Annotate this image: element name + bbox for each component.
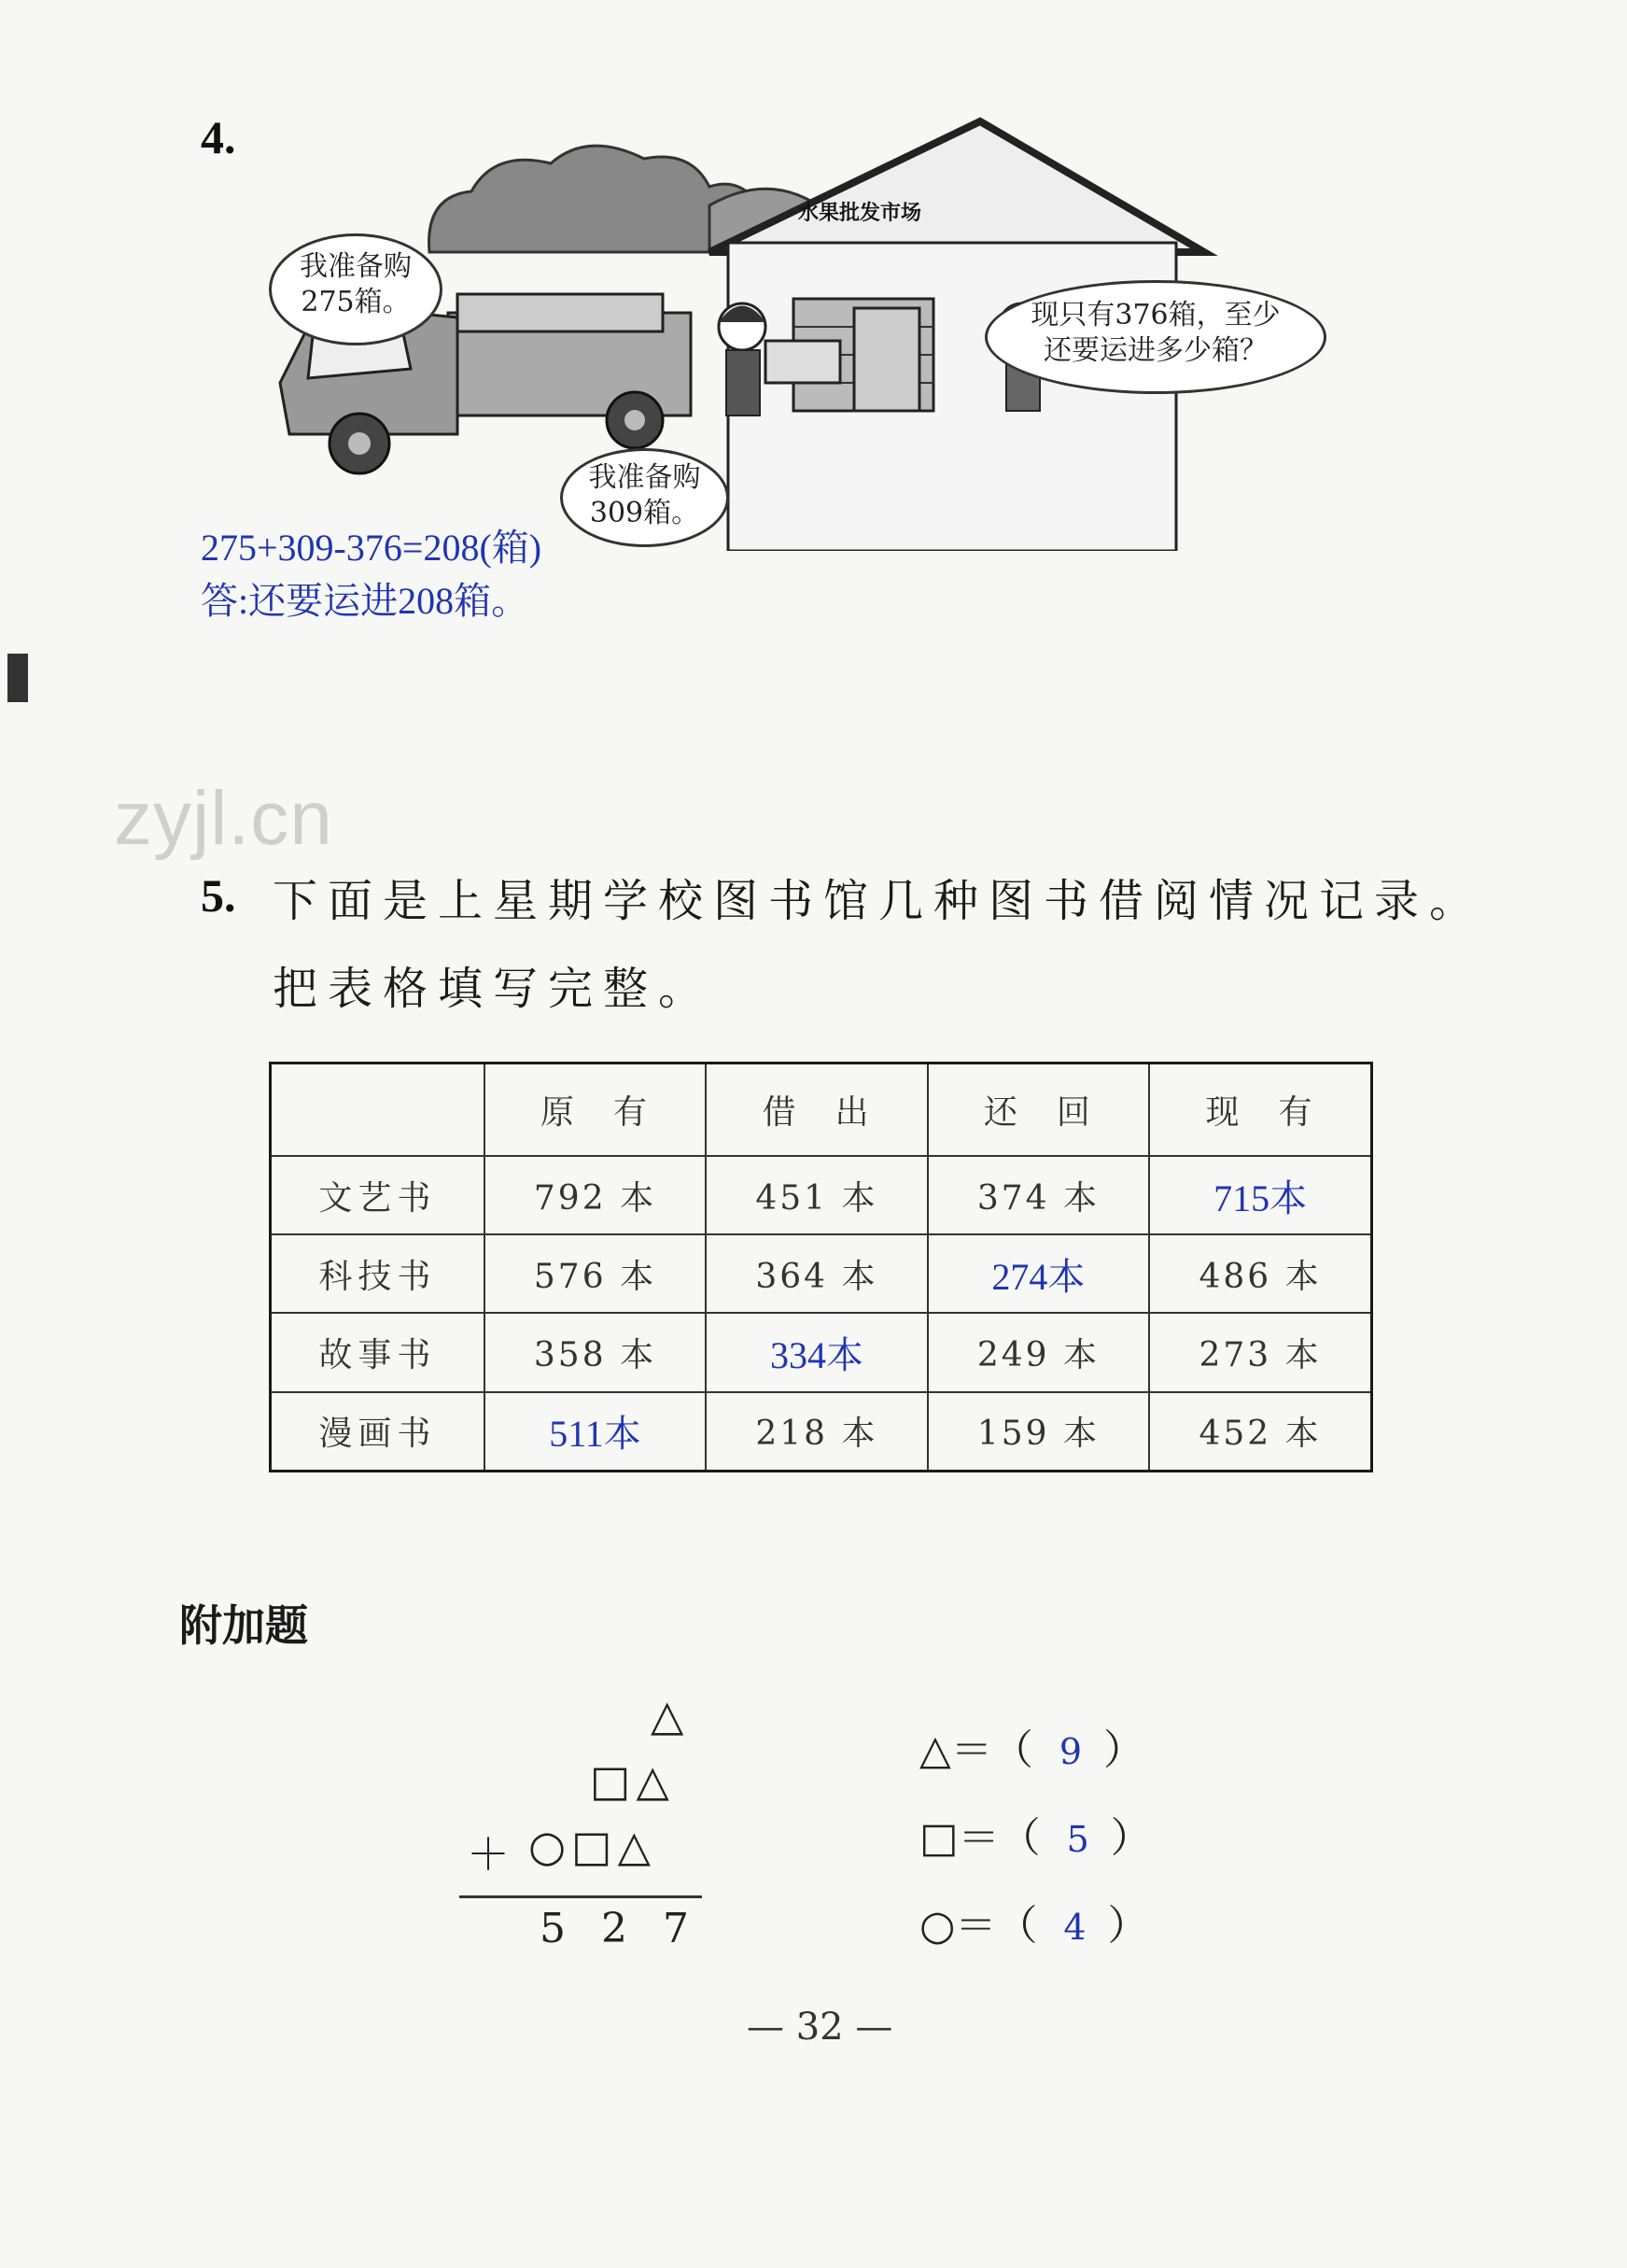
square-icon: □ [919,1814,959,1862]
table-header-cell [271,1064,484,1157]
puzzle-row-3: ○□△ [528,1821,656,1871]
table-header-row [271,1064,1372,1157]
table-row [271,1313,1372,1391]
equation-close: ） [1110,1814,1152,1862]
plus-sign: ＋ [467,1829,510,1880]
table-cell: 576 本 [484,1234,706,1313]
table-row [271,1156,1372,1234]
triangle-answer: 9 [1059,1731,1083,1772]
circle-icon: ○ [919,1902,956,1950]
speech-bubble-bottom [560,448,729,547]
triangle-icon: △ [919,1726,951,1774]
circle-answer: 4 [1063,1907,1087,1948]
market-sign: 水果批发市场 [798,202,922,225]
square-answer: 5 [1066,1819,1089,1860]
sum-result: 5 2 7 [540,1905,700,1952]
table-answer-cell: 715本 [1149,1156,1371,1234]
table-answer-cell: 334本 [706,1313,927,1391]
sum-line [459,1895,702,1898]
row-label: 故事书 [271,1313,484,1391]
speech-bubble-right [985,280,1326,394]
page-number: — 32 — [747,2006,893,2049]
puzzle-row-1: △ [651,1690,684,1740]
table-header-cell: 还 回 [928,1064,1149,1157]
margin-mark [7,654,28,702]
equation-close: ） [1102,1726,1144,1774]
equation-open: ＝（ [955,1902,1038,1950]
table-cell: 358 本 [484,1313,706,1391]
table-answer-cell: 511本 [484,1392,706,1472]
table-header-cell: 借 出 [706,1064,927,1157]
table-cell: 374 本 [928,1156,1149,1234]
answer-text: 答:还要运进208箱。 [201,580,529,622]
row-label: 漫画书 [271,1392,484,1472]
table-cell: 451 本 [706,1156,927,1234]
bonus-title: 附加题 [179,1600,308,1651]
question-5-prompt-line2: 把表格填写完整。 [273,963,714,1015]
question-4-number: 4. [201,111,236,163]
table-cell: 218 本 [706,1392,927,1472]
table-row [271,1392,1372,1472]
speech-bubble-right-text: 现只有376箱，至少 还要运进多少箱？ [1031,299,1281,367]
equation-open: ＝（ [950,1726,1033,1774]
table-cell: 364 本 [706,1234,927,1313]
question-5-prompt-line1: 下面是上星期学校图书馆几种图书借阅情况记录。 [273,875,1485,927]
speech-bubble-left [269,233,442,345]
table-row [271,1234,1372,1313]
watermark: zyjl.cn [114,776,333,861]
question-5-number: 5. [201,869,236,922]
table-header-cell: 现 有 [1149,1064,1371,1157]
table-cell: 452 本 [1149,1392,1371,1472]
puzzle-row-2: □△ [590,1755,675,1806]
equation-square [919,1804,1152,1864]
equation-circle [919,1892,1149,1951]
table-cell: 792 本 [484,1156,706,1234]
speech-bubble-bottom-text: 我准备购 309箱。 [588,461,701,529]
answer-equation: 275+309-376=208(箱) [201,527,542,569]
row-label: 科技书 [271,1234,484,1313]
table-cell: 159 本 [928,1392,1149,1472]
equation-open: ＝（ [958,1814,1041,1862]
table-answer-cell: 274本 [928,1234,1149,1313]
speech-bubble-left-text: 我准备购 275箱。 [300,250,412,318]
equation-triangle [919,1716,1144,1776]
table-header-cell: 原 有 [484,1064,706,1157]
row-label: 文艺书 [271,1156,484,1234]
table-cell: 486 本 [1149,1234,1371,1313]
equation-close: ） [1107,1902,1149,1950]
book-borrowing-table [269,1062,1373,1472]
table-cell: 273 本 [1149,1313,1371,1391]
table-cell: 249 本 [928,1313,1149,1391]
